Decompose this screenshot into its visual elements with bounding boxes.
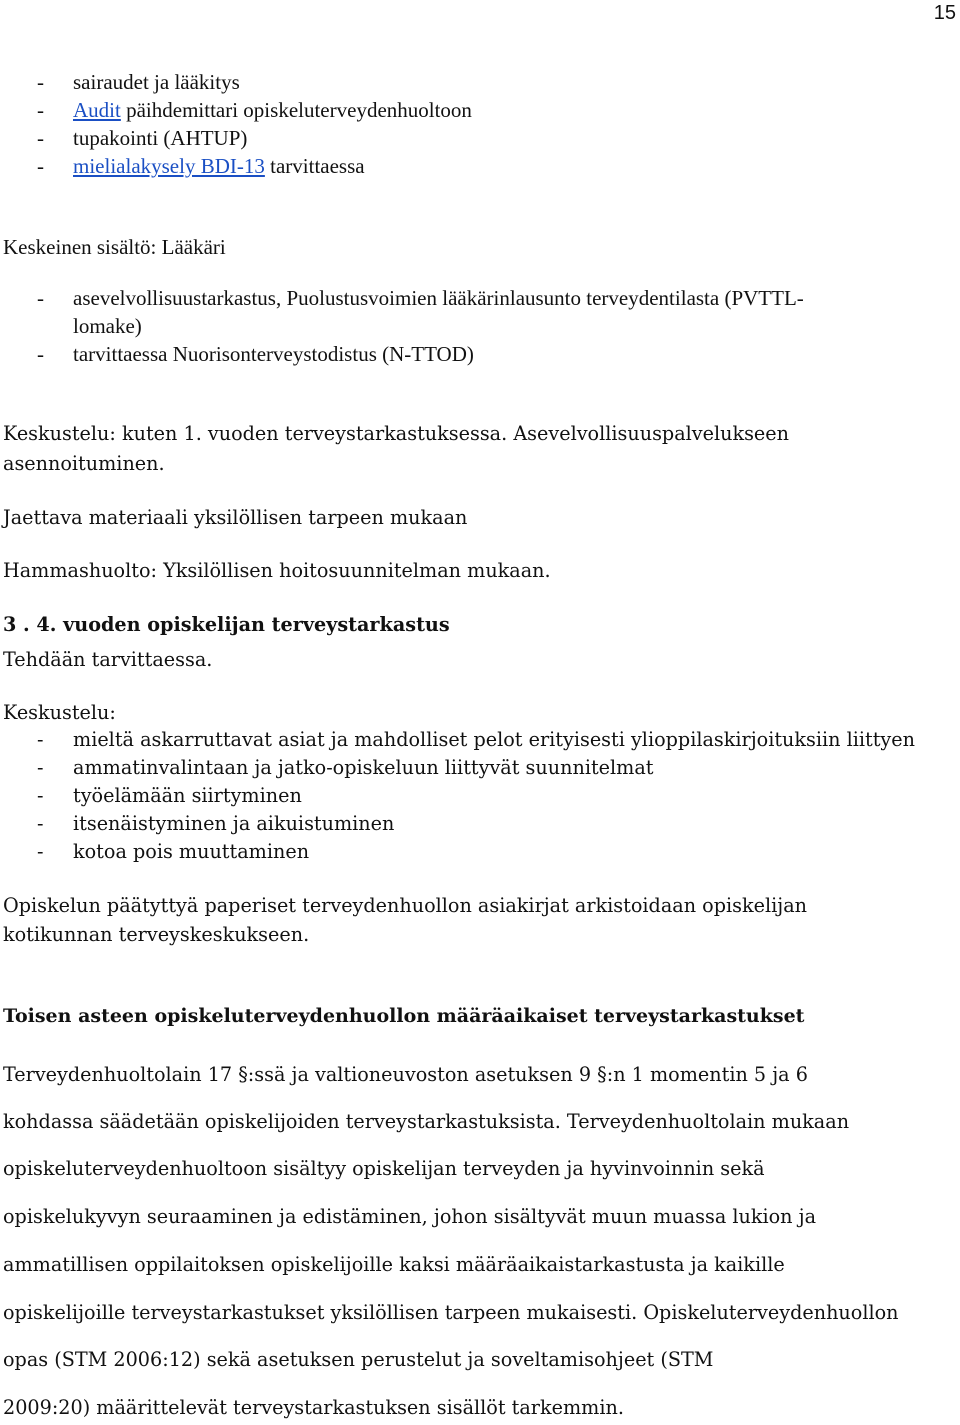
archive-text: kotikunnan terveyskeskukseen. xyxy=(3,923,310,946)
section-title: Toisen asteen opiskeluterveydenhuollon määräaikaiset terveystarkastukset xyxy=(3,1005,805,1027)
bdi-13-link[interactable]: mielialakysely BDI-13 xyxy=(73,154,265,178)
paragraph-line: opiskelukyvyn seuraaminen ja edistäminen, johon sisältyvät muun muassa lukion ja xyxy=(3,1205,817,1228)
doctor-heading: Keskeinen sisältö: Lääkäri xyxy=(3,235,226,259)
audit-link[interactable]: Audit xyxy=(73,98,121,122)
paragraph-line: Terveydenhuoltolain 17 §:ssä ja valtioneuvoston asetuksen 9 §:n 1 momentin 5 ja 6 xyxy=(3,1063,808,1086)
paragraph-line: opas (STM 2006:12) sekä asetuksen perustelut ja soveltamisohjeet (STM xyxy=(3,1348,714,1371)
material-text: Jaettava materiaali yksilöllisen tarpeen mukaan xyxy=(3,506,468,529)
year34-subtext: Tehdään tarvittaessa. xyxy=(3,648,213,671)
paragraph-line: opiskeluterveydenhuoltoon sisältyy opiskelijan terveyden ja hyvinvoinnin sekä xyxy=(3,1157,765,1180)
discussion-text: Keskustelu: kuten 1. vuoden terveystarkastuksessa. Asevelvollisuuspalvelukseen xyxy=(3,422,790,445)
page-number: 15 xyxy=(933,2,956,24)
paragraph-line: opiskelijoille terveystarkastukset yksilöllisen tarpeen mukaisesti. Opiskeluterveydenhuollon xyxy=(3,1301,899,1324)
paragraph-line: ammatillisen oppilaitoksen opiskelijoille kaksi määräaikaistarkastusta ja kaikille xyxy=(3,1253,785,1276)
discussion-text: asennoituminen. xyxy=(3,452,165,475)
paragraph-line: kohdassa säädetään opiskelijoiden terveystarkastuksista. Terveydenhuoltolain mukaan xyxy=(3,1110,850,1133)
archive-text: Opiskelun päätyttyä paperiset terveydenhuollon asiakirjat arkistoidaan opiskelijan xyxy=(3,894,807,917)
year34-heading: 3 . 4. vuoden opiskelijan terveystarkastus xyxy=(3,613,450,636)
dental-text: Hammashuolto: Yksilöllisen hoitosuunnitelman mukaan. xyxy=(3,559,551,582)
discussion-label: Keskustelu: xyxy=(3,701,116,724)
paragraph-line: 2009:20) määrittelevät terveystarkastuksen sisällöt tarkemmin. xyxy=(3,1396,624,1419)
